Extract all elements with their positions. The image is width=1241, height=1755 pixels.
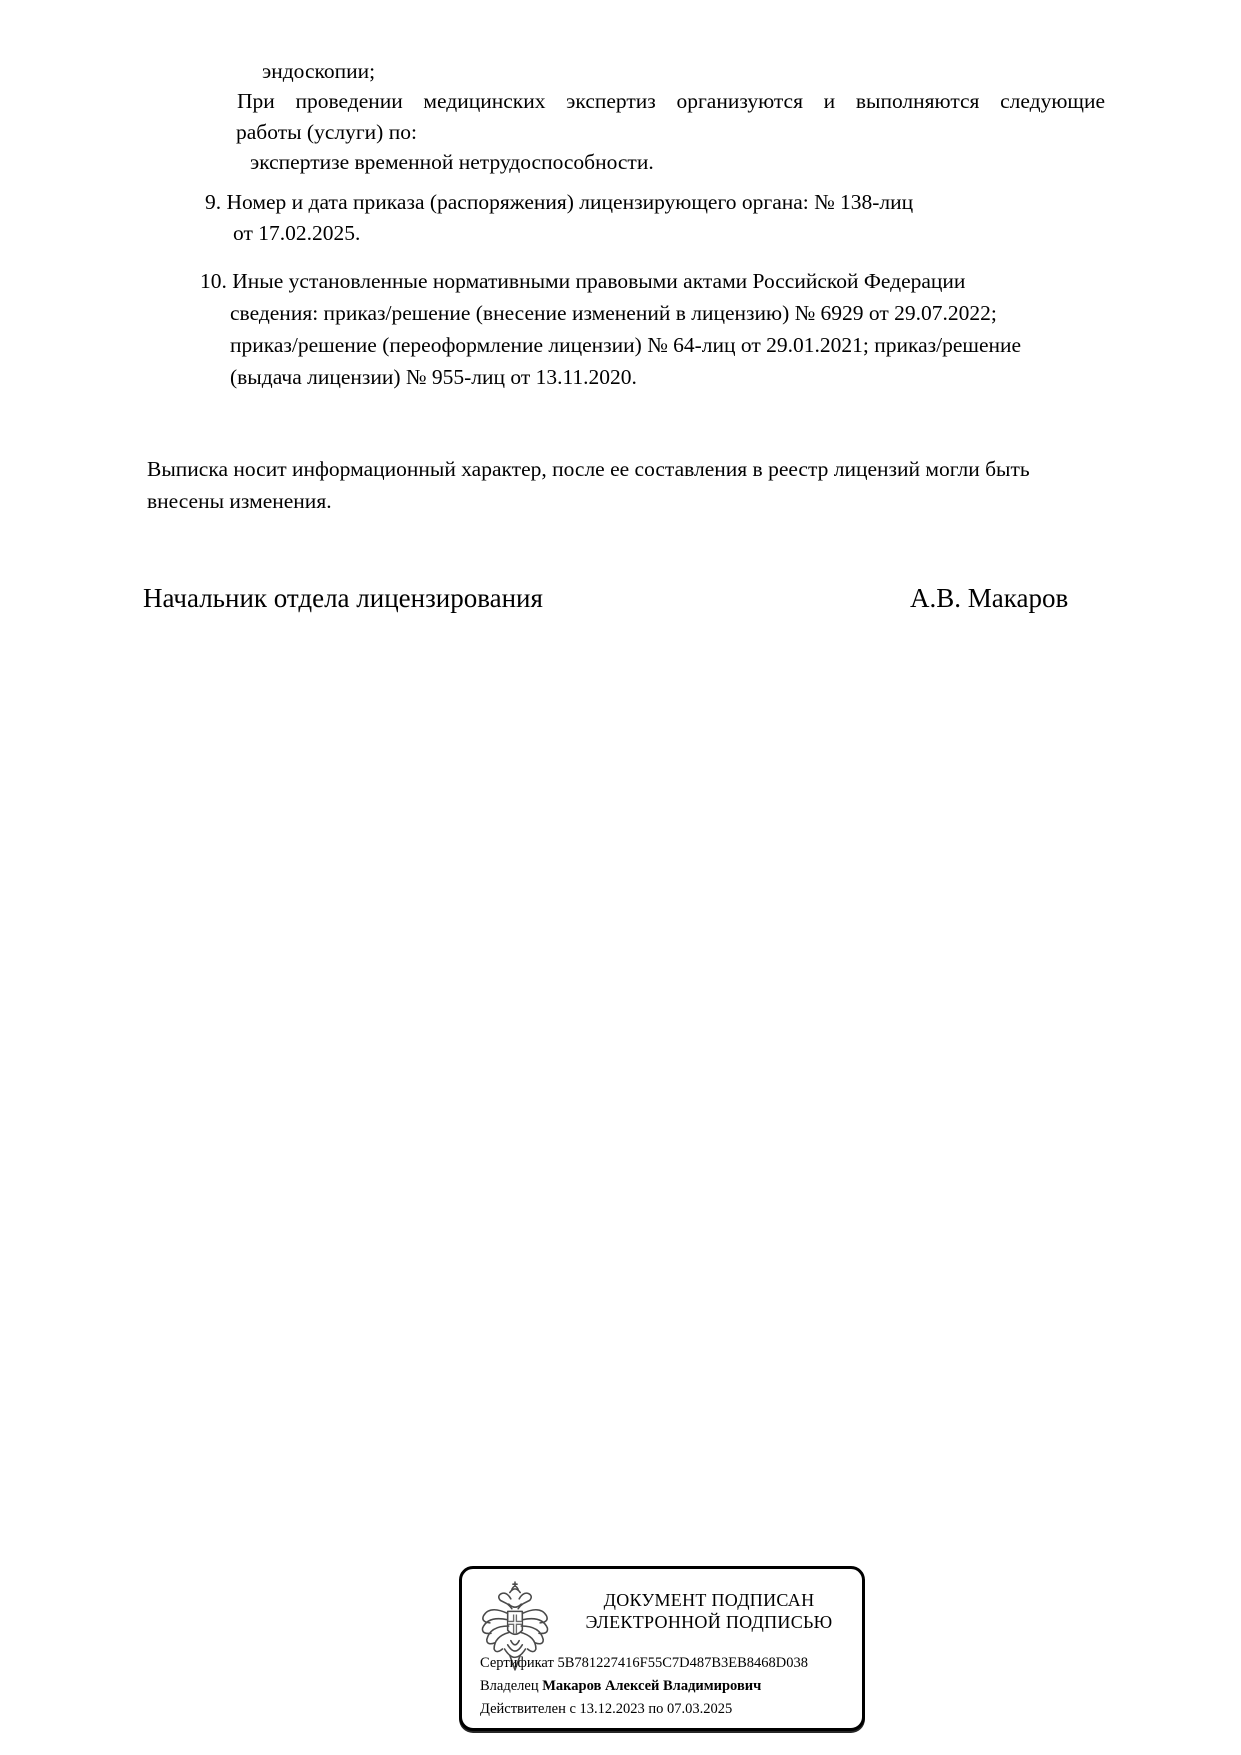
certificate-value: 5B781227416F55C7D487B3EB8468D038 (557, 1655, 809, 1671)
services-intro-line2: работы (услуги) по: (236, 120, 417, 144)
signer-position-title: Начальник отдела лицензирования (143, 583, 543, 613)
electronic-signature-stamp (459, 1566, 865, 1731)
stamp-certificate-line (480, 1654, 808, 1672)
item10-line1: 10. Иные установленные нормативными правовыми актами Российской Федерации (200, 269, 966, 293)
item10-line2: сведения: приказ/решение (внесение изменений в лицензию) № 6929 от 29.07.2022; (230, 301, 997, 325)
item9-line1: 9. Номер и дата приказа (распоряжения) лицензирующего органа: № 138-лиц (205, 190, 914, 214)
item10-line4: (выдача лицензии) № 955-лиц от 13.11.2020. (230, 365, 637, 389)
item9-line2: от 17.02.2025. (233, 221, 361, 245)
services-intro-line: При проведении медицинских экспертиз организуются и выполняются следующие (237, 89, 1105, 113)
owner-label: Владелец (480, 1678, 539, 1694)
signer-name: А.В. Макаров (910, 583, 1069, 613)
disclaimer-line2: внесены изменения. (147, 489, 332, 513)
disclaimer-line1: Выписка носит информационный характер, после ее составления в реестр лицензий могли быть (147, 457, 1030, 481)
stamp-title (566, 1590, 852, 1633)
stamp-validity-line: Действителен с 13.12.2023 по 07.03.2025 (480, 1701, 733, 1717)
services-expertise-item: экспертизе временной нетрудоспособности. (250, 150, 654, 174)
stamp-title-line2: ЭЛЕКТРОННОЙ ПОДПИСЬЮ (585, 1611, 833, 1632)
certificate-label: Сертификат (480, 1655, 554, 1671)
item10-line3: приказ/решение (переоформление лицензии) № 64-лиц от 29.01.2021; приказ/решение (230, 333, 1022, 357)
stamp-title-line1: ДОКУМЕНТ ПОДПИСАН (603, 1590, 815, 1610)
owner-value: Макаров Алексей Владимирович (542, 1678, 762, 1694)
stamp-owner-line (480, 1677, 761, 1695)
services-line-endoscopy: эндоскопии; (262, 59, 376, 83)
